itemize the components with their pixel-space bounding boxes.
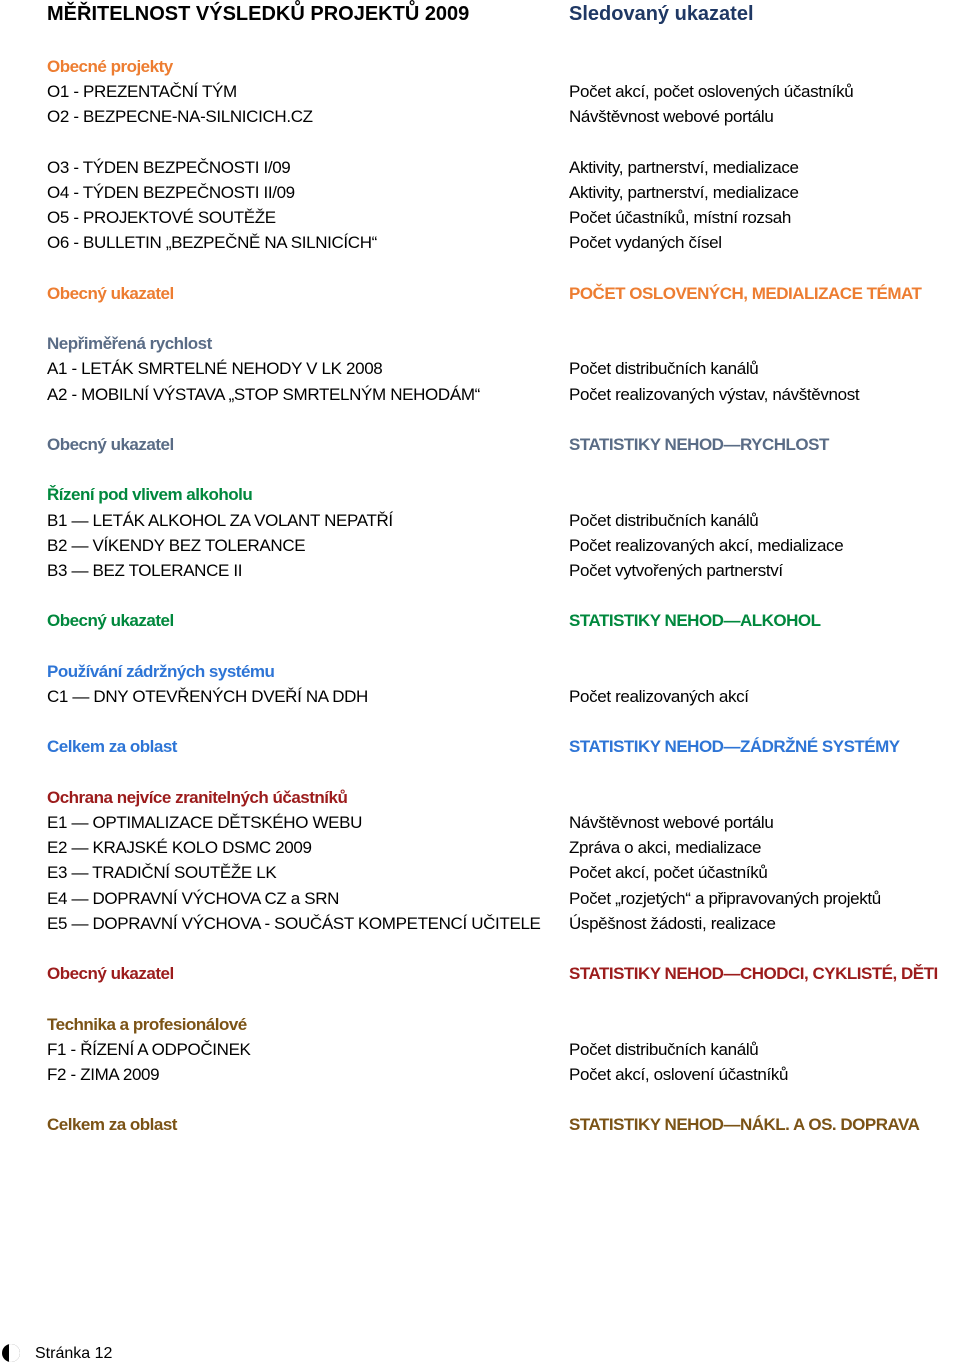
project-row	[0, 457, 960, 482]
project-row	[0, 256, 960, 281]
project-row	[0, 860, 960, 885]
project-indicator: Počet realizovaných akcí	[569, 687, 749, 706]
project-row	[0, 986, 960, 1011]
section-row	[0, 482, 960, 507]
project-row	[0, 382, 960, 407]
section-label: Řízení pod vlivem alkoholu	[47, 485, 253, 505]
project-row	[0, 104, 960, 129]
section-row	[0, 1112, 960, 1137]
project-indicator: Počet „rozjetých“ a připravovaných projektů	[569, 888, 881, 908]
project-name: A1 - LETÁK SMRTELNÉ NEHODY V LK 2008	[47, 359, 383, 379]
project-row	[0, 1062, 960, 1087]
page-footer	[0, 1341, 200, 1367]
section-indicator: STATISTIKY NEHOD—NÁKL. A OS. DOPRAVA	[569, 1115, 920, 1135]
indicator-column-header: Sledovaný ukazatel	[569, 3, 754, 25]
project-indicator: Úspěšnost žádosti, realizace	[569, 913, 776, 933]
project-name: O4 - TÝDEN BEZPEČNOSTI II/09	[47, 183, 295, 202]
project-name: F2 - ZIMA 2009	[47, 1065, 160, 1084]
section-row	[0, 331, 960, 356]
project-indicator: Počet akcí, počet oslovených účastníků	[569, 82, 854, 102]
project-name: C1 — DNY OTEVŘENÝCH DVEŘÍ NA DDH	[47, 687, 368, 706]
project-row	[0, 356, 960, 381]
project-name: O6 - BULLETIN „BEZPEČNĚ NA SILNICÍCH“	[47, 233, 377, 253]
section-indicator: STATISTIKY NEHOD—ALKOHOL	[569, 611, 821, 631]
section-label: Obecný ukazatel	[47, 283, 174, 303]
project-row	[0, 130, 960, 155]
project-indicator: Počet distribučních kanálů	[569, 510, 759, 530]
project-name: E5 — DOPRAVNÍ VÝCHOVA - SOUČÁST KOMPETENCÍ UČITELE	[47, 913, 541, 933]
project-row	[0, 835, 960, 860]
project-name: F1 - ŘÍZENÍ A ODPOČINEK	[47, 1039, 251, 1059]
section-row	[0, 54, 960, 79]
project-indicator: Počet distribučních kanálů	[569, 1039, 759, 1059]
section-label: Celkem za oblast	[47, 1115, 177, 1135]
project-row	[0, 79, 960, 104]
project-row	[0, 230, 960, 255]
project-row	[0, 1037, 960, 1062]
section-row	[0, 659, 960, 684]
section-indicator: STATISTIKY NEHOD—CHODCI, CYKLISTÉ, DĚTI	[569, 964, 938, 984]
project-indicator: Zpráva o akci, medializace	[569, 838, 762, 858]
section-row	[0, 608, 960, 633]
project-row	[0, 155, 960, 180]
page-title: MĚŘITELNOST VÝSLEDKŮ PROJEKTŮ 2009	[47, 3, 470, 25]
project-row	[0, 533, 960, 558]
project-name: E1 — OPTIMALIZACE DĚTSKÉHO WEBU	[47, 813, 363, 832]
project-name: O3 - TÝDEN BEZPEČNOSTI I/09	[47, 157, 291, 177]
project-row	[0, 810, 960, 835]
project-row	[0, 1087, 960, 1112]
project-row	[0, 180, 960, 205]
project-name: A2 - MOBILNÍ VÝSTAVA „STOP SMRTELNÝM NEHODÁM“	[47, 384, 480, 404]
project-name: E4 — DOPRAVNÍ VÝCHOVA CZ a SRN	[47, 888, 340, 908]
section-label: Celkem za oblast	[47, 737, 177, 757]
project-indicator: Počet distribučních kanálů	[569, 359, 759, 379]
project-row	[0, 911, 960, 936]
project-row	[0, 558, 960, 583]
section-row	[0, 432, 960, 457]
section-row	[0, 1012, 960, 1037]
project-indicator: Počet akcí, počet účastníků	[569, 863, 768, 883]
page-marker-icon	[2, 1344, 20, 1362]
page-number: Stránka 12	[35, 1345, 113, 1362]
section-indicator: STATISTIKY NEHOD—ZÁDRŽNÉ SYSTÉMY	[569, 737, 900, 757]
project-indicator: Aktivity, partnerství, medializace	[569, 183, 799, 202]
project-row	[0, 886, 960, 911]
section-label: Obecný ukazatel	[47, 611, 174, 631]
section-row	[0, 734, 960, 759]
section-row	[0, 961, 960, 986]
project-name: O2 - BEZPECNE-NA-SILNICICH.CZ	[47, 107, 313, 127]
project-name: E3 — TRADIČNÍ SOUTĚŽE LK	[47, 863, 277, 883]
section-label: Používání zádržných systému	[47, 661, 275, 681]
section-label: Nepřiměřená rychlost	[47, 334, 212, 354]
project-name: B3 — BEZ TOLERANCE II	[47, 561, 243, 580]
project-name: B1 — LETÁK ALKOHOL ZA VOLANT NEPATŘÍ	[47, 510, 393, 530]
section-label: Obecný ukazatel	[47, 435, 174, 454]
project-indicator: Počet akcí, oslovení účastníků	[569, 1065, 789, 1084]
project-row	[0, 508, 960, 533]
section-row	[0, 785, 960, 810]
project-name: O5 - PROJEKTOVÉ SOUTĚŽE	[47, 208, 276, 228]
project-row	[0, 936, 960, 961]
section-label: Technika a profesionálové	[47, 1014, 247, 1034]
project-row	[0, 684, 960, 709]
project-indicator: Aktivity, partnerství, medializace	[569, 157, 799, 177]
project-name: B2 — VÍKENDY BEZ TOLERANCE	[47, 535, 306, 555]
project-indicator: Návštěvnost webové portálu	[569, 107, 774, 127]
project-row	[0, 205, 960, 230]
section-label: Ochrana nejvíce zranitelných účastníků	[47, 787, 348, 807]
section-label: Obecný ukazatel	[47, 964, 174, 984]
project-row	[0, 709, 960, 734]
project-row	[0, 760, 960, 785]
section-indicator: STATISTIKY NEHOD—RYCHLOST	[569, 435, 829, 454]
section-row	[0, 281, 960, 306]
project-row	[0, 407, 960, 432]
project-indicator: Počet účastníků, místní rozsah	[569, 208, 791, 228]
project-indicator: Návštěvnost webové portálu	[569, 813, 774, 832]
project-indicator: Počet realizovaných akcí, medializace	[569, 535, 844, 555]
project-row	[0, 306, 960, 331]
project-indicator: Počet vytvořených partnerství	[569, 561, 783, 580]
project-row	[0, 583, 960, 608]
project-name: O1 - PREZENTAČNÍ TÝM	[47, 82, 237, 102]
project-name: E2 — KRAJSKÉ KOLO DSMC 2009	[47, 838, 312, 858]
project-row	[0, 634, 960, 659]
section-indicator: POČET OSLOVENÝCH, MEDIALIZACE TÉMAT	[569, 283, 922, 303]
project-indicator: Počet vydaných čísel	[569, 233, 722, 253]
project-indicator: Počet realizovaných výstav, návštěvnost	[569, 384, 860, 404]
section-label: Obecné projekty	[47, 57, 173, 76]
